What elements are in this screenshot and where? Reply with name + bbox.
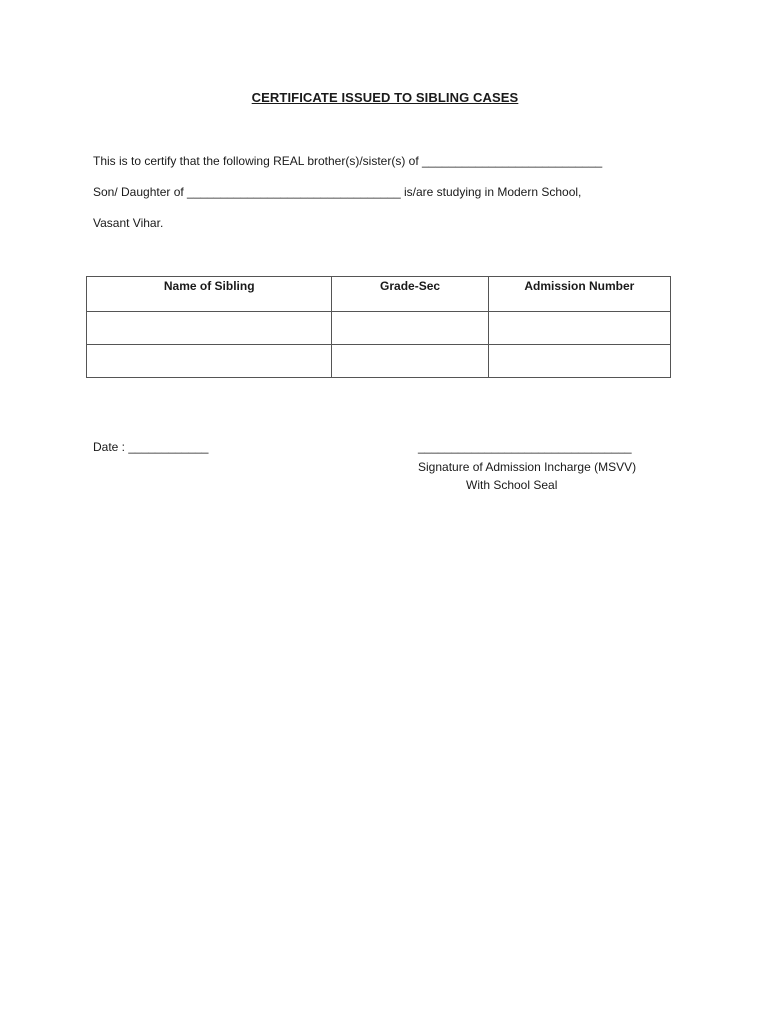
signature-block bbox=[418, 440, 658, 492]
certify-line: This is to certify that the following REAL brother(s)/sister(s) of ___________________________ bbox=[93, 154, 603, 168]
table-header-row bbox=[87, 277, 671, 312]
document-title: CERTIFICATE ISSUED TO SIBLING CASES bbox=[251, 90, 519, 105]
grade-sec-cell[interactable] bbox=[332, 345, 488, 378]
date-field[interactable]: Date : ____________ bbox=[93, 440, 209, 454]
header-grade-sec: Grade-Sec bbox=[332, 277, 488, 312]
school-seal-label: With School Seal bbox=[466, 478, 558, 492]
parent-line: Son/ Daughter of ________________________________ is/are studying in Modern School, bbox=[93, 185, 582, 199]
signature-line[interactable]: ________________________________ bbox=[418, 440, 632, 454]
school-location-line: Vasant Vihar. bbox=[93, 216, 164, 230]
grade-sec-cell[interactable] bbox=[332, 312, 488, 345]
table-row bbox=[87, 345, 671, 378]
sibling-name-cell[interactable] bbox=[87, 345, 332, 378]
admission-number-cell[interactable] bbox=[488, 345, 670, 378]
sibling-name-cell[interactable] bbox=[87, 312, 332, 345]
table-row bbox=[87, 312, 671, 345]
signature-label: Signature of Admission Incharge (MSVV) bbox=[418, 460, 637, 474]
admission-number-cell[interactable] bbox=[488, 312, 670, 345]
sibling-table bbox=[86, 276, 671, 378]
header-name-of-sibling: Name of Sibling bbox=[87, 277, 332, 312]
header-admission-number: Admission Number bbox=[488, 277, 670, 312]
